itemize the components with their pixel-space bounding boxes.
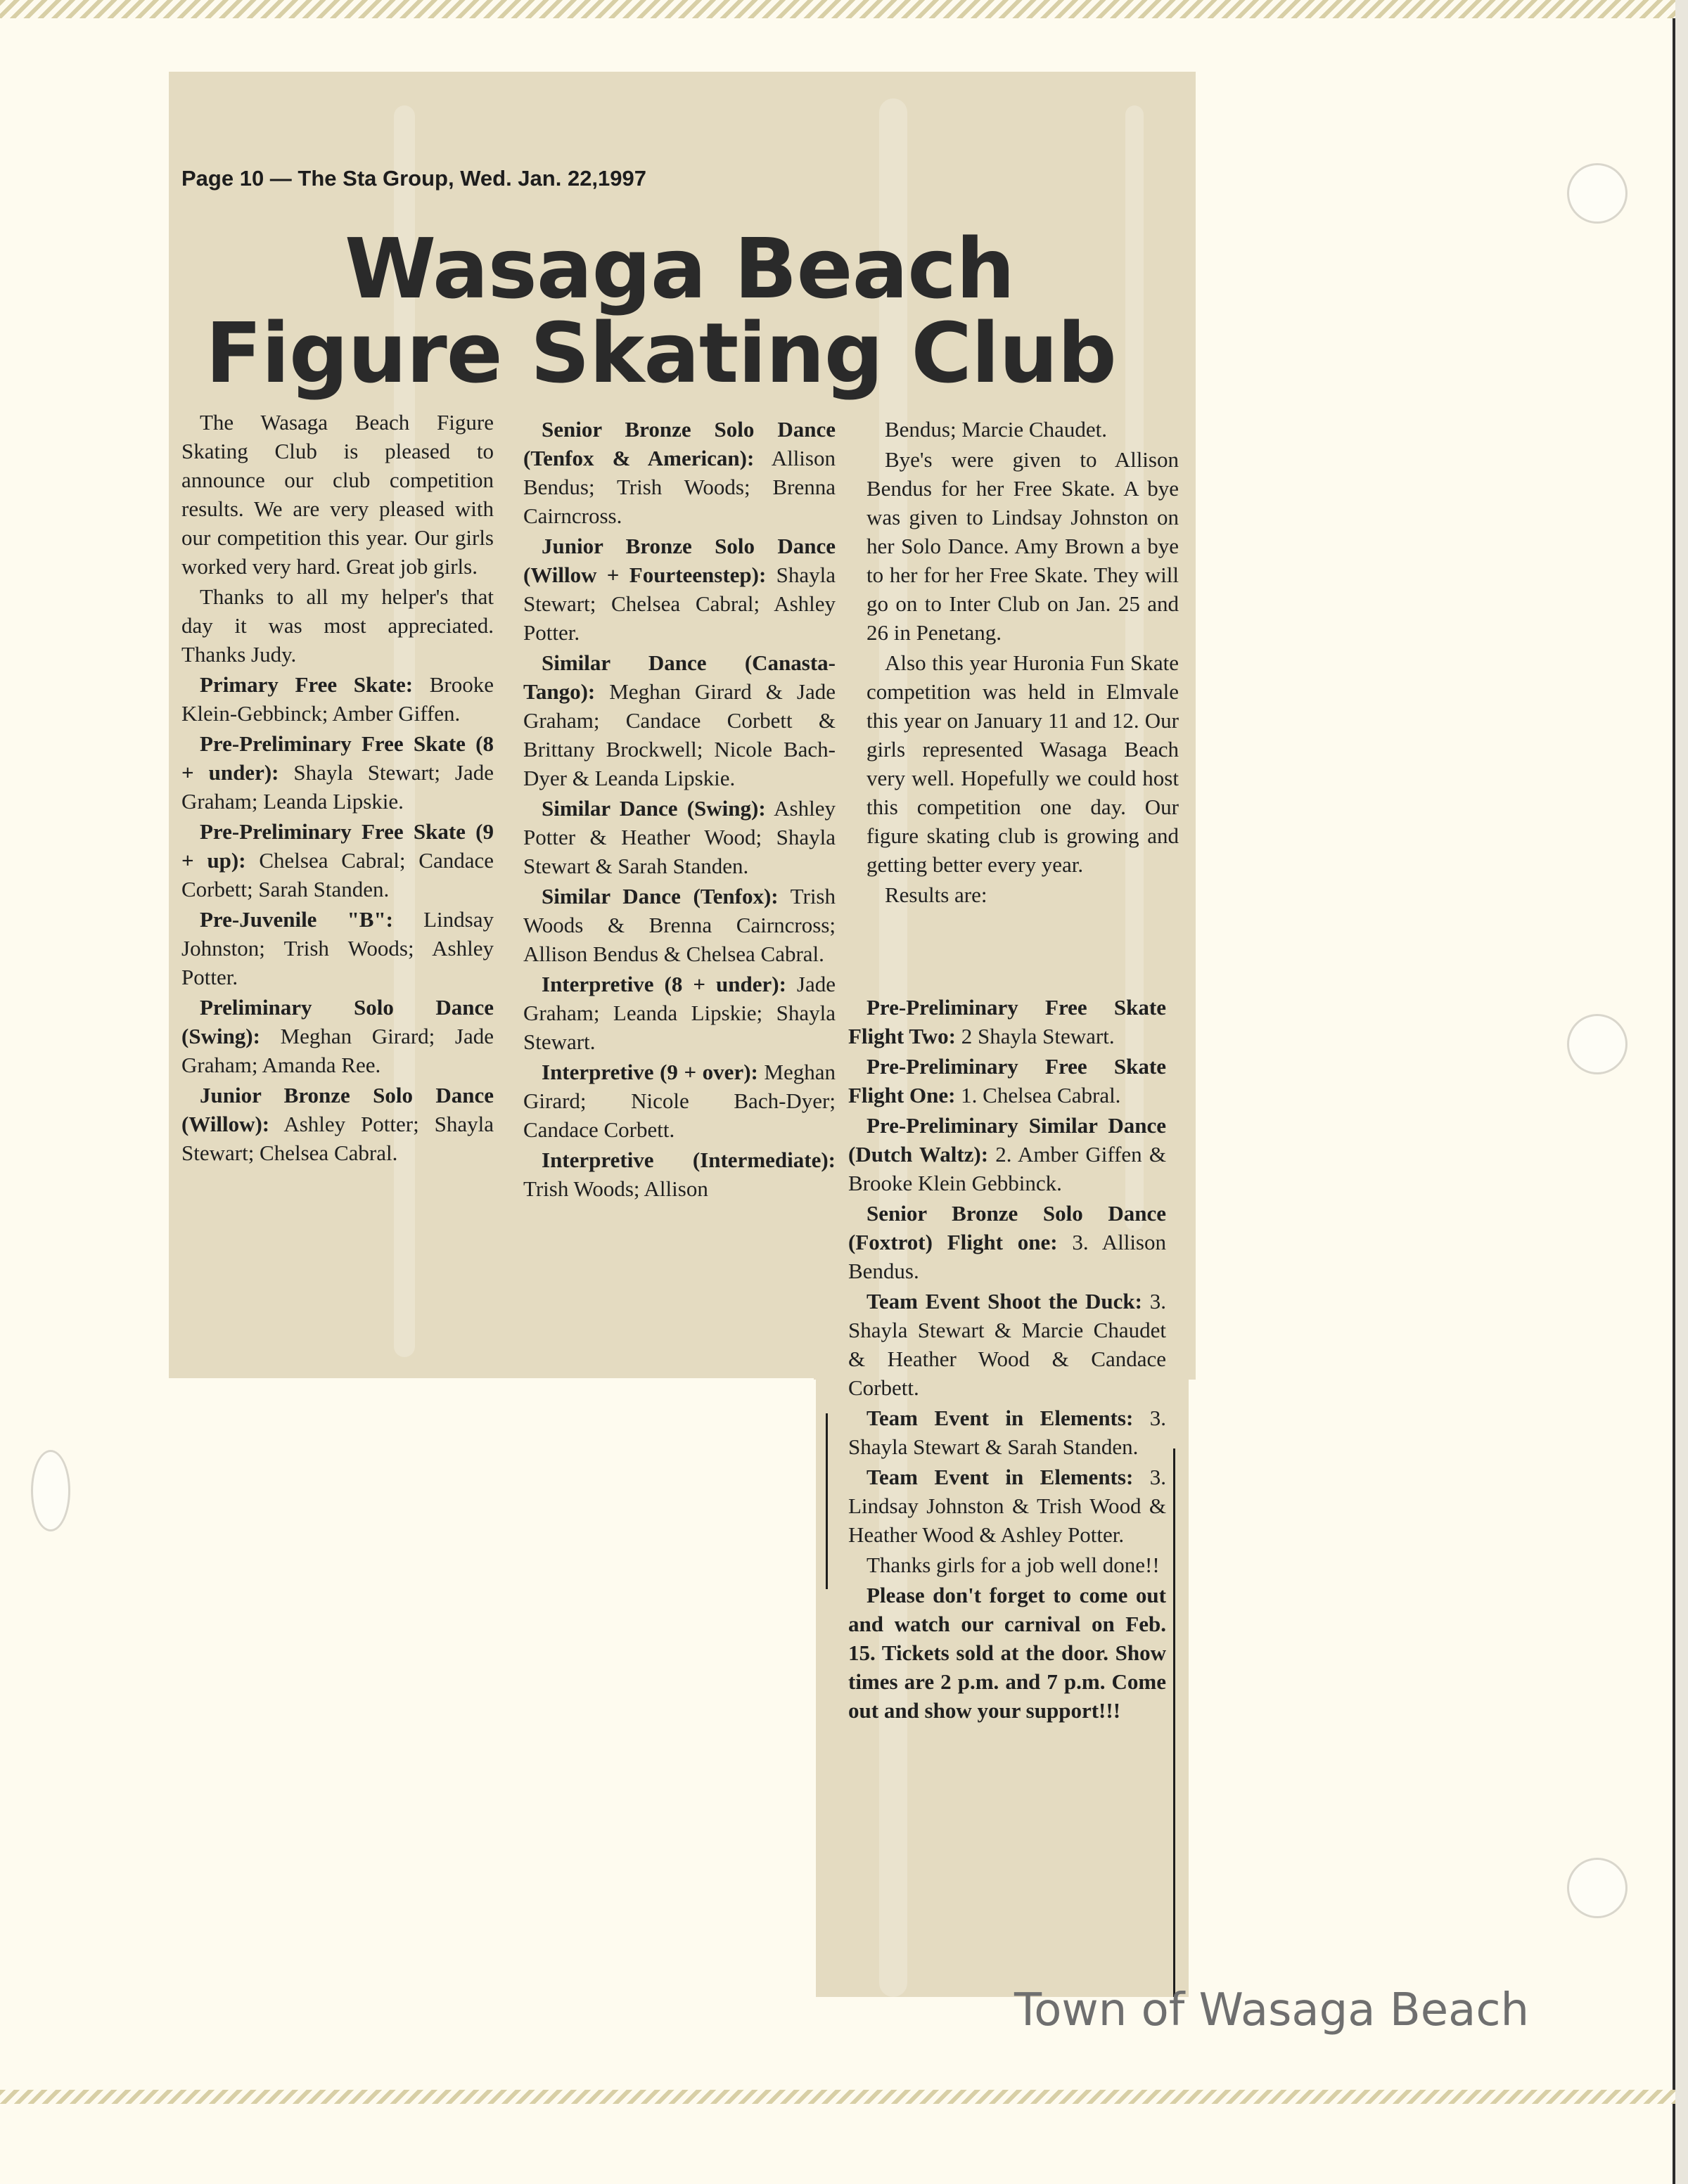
article-paragraph (523, 415, 836, 530)
binder-hole-left (31, 1450, 70, 1531)
paragraph-text: Lindsay Johnston; Trish Woods; Ashley Potter. (181, 907, 494, 989)
column-rule (1173, 1448, 1175, 1997)
article-paragraph (848, 1052, 1166, 1110)
paragraph-text: The Wasaga Beach Figure Skating Club is pleased to announce our club competition results. We are very pleased with our competition this year. Our girls worked very hard. Great job girls. (181, 410, 494, 579)
paragraph-text: 1. Chelsea Cabral. (955, 1083, 1121, 1107)
binder-hole-top (1567, 163, 1628, 224)
blank-page-area (165, 1378, 814, 2011)
result-category-heading: Pre-Preliminary Free Skate (8 + under): (181, 731, 494, 785)
article-paragraph (181, 1081, 494, 1167)
paragraph-text: Meghan Girard; Jade Graham; Amanda Ree. (181, 1024, 494, 1077)
article-paragraph (523, 1058, 836, 1144)
article-paragraph (181, 670, 494, 728)
paragraph-text: Shayla Stewart; Jade Graham; Leanda Lipskie. (181, 760, 494, 814)
result-category-heading: Team Event Shoot the Duck: (867, 1289, 1142, 1313)
binder-hole-middle (1567, 1014, 1628, 1074)
paragraph-text: Thanks to all my helper's that day it was most appreciated. Thanks Judy. (181, 584, 494, 667)
article-title (205, 220, 1182, 402)
paragraph-text: 2 Shayla Stewart. (956, 1024, 1115, 1048)
article-paragraph (848, 993, 1166, 1051)
paragraph-text: 2. Amber Giffen & Brooke Klein Gebbinck. (848, 1142, 1166, 1195)
binder-hole-bottom (1567, 1858, 1628, 1918)
paragraph-text: Allison Bendus; Trish Woods; Brenna Cairncross. (523, 446, 836, 528)
paragraph-text: Brooke Klein-Gebbinck; Amber Giffen. (181, 672, 494, 726)
result-category-heading: Pre-Preliminary Similar Dance (Dutch Waltz): (848, 1113, 1166, 1167)
result-category-heading: Senior Bronze Solo Dance (Tenfox & American): (523, 417, 836, 470)
watermark: Town of Wasaga Beach (1014, 1984, 1530, 2036)
article-paragraph (523, 1145, 836, 1203)
result-category-heading: Similar Dance (Canasta-Tango): (523, 650, 836, 704)
paragraph-text: Jade Graham; Leanda Lipskie; Shayla Stewart. (523, 972, 836, 1054)
paragraph-text: 3. Allison Bendus. (848, 1230, 1166, 1283)
paragraph-text: Thanks girls for a job well done!! (867, 1553, 1160, 1577)
article-paragraph (181, 582, 494, 669)
article-paragraph (867, 648, 1179, 879)
top-border-stripe (0, 0, 1675, 18)
article-paragraph (867, 445, 1179, 647)
article-paragraph (181, 408, 494, 581)
result-category-heading: Team Event in Elements: (867, 1406, 1134, 1430)
article-column-1 (181, 408, 494, 1167)
article-paragraph (848, 1463, 1166, 1549)
article-column-2 (523, 415, 836, 1203)
result-category-heading: Junior Bronze Solo Dance (Willow): (181, 1083, 494, 1136)
result-category-heading: Team Event in Elements: (867, 1465, 1134, 1489)
result-category-heading: Pre-Juvenile "B": (200, 907, 393, 932)
result-category-heading: Interpretive (9 + over): (542, 1060, 758, 1084)
result-category-heading: Pre-Preliminary Free Skate Flight One: (848, 1054, 1166, 1107)
article-paragraph (848, 1550, 1166, 1579)
paragraph-text: Meghan Girard & Jade Graham; Candace Corbett & Brittany Brockwell; Nicole Bach-Dyer & Leanda Lipskie. (523, 679, 836, 790)
result-category-heading: Pre-Preliminary Free Skate (9 + up): (181, 819, 494, 873)
article-paragraph (181, 817, 494, 904)
article-column-3 (867, 415, 1179, 909)
paragraph-text: 3. Lindsay Johnston & Trish Wood & Heather Wood & Ashley Potter. (848, 1465, 1167, 1547)
article-paragraph (848, 1403, 1166, 1461)
paragraph-text: Shayla Stewart; Chelsea Cabral; Ashley Potter. (523, 563, 836, 645)
paragraph-text: Also this year Huronia Fun Skate competition was held in Elmvale this year on January 11 and 12. Our girls represented Wasaga Beach very well. Hopefully we could host this competition one day. Our figure skating club is growing and getting better every year. (867, 650, 1179, 877)
article-paragraph (848, 1199, 1166, 1285)
article-paragraph (867, 415, 1179, 444)
paragraph-text: Meghan Girard; Nicole Bach-Dyer; Candace Corbett. (523, 1060, 836, 1142)
result-category-heading: Similar Dance (Tenfox): (542, 884, 779, 908)
newspaper-header: Page 10 — The Sta Group, Wed. Jan. 22,1997 (181, 166, 647, 191)
paragraph-text: Results are: (885, 882, 987, 907)
article-paragraph (848, 1287, 1166, 1402)
result-category-heading: Senior Bronze Solo Dance (Foxtrot) Flight one: (848, 1201, 1166, 1254)
title-line-2: Figure Skating Club (205, 304, 1116, 402)
article-column-3-continued (848, 993, 1166, 1725)
article-paragraph (523, 970, 836, 1056)
title-line-1: Wasaga Beach (345, 220, 1015, 317)
column-rule (826, 1413, 828, 1589)
result-category-heading: Similar Dance (Swing): (542, 796, 766, 821)
page-edge (1673, 0, 1688, 2184)
paragraph-text: 3. Shayla Stewart & Sarah Standen. (848, 1406, 1167, 1459)
paragraph-text: Chelsea Cabral; Candace Corbett; Sarah Standen. (181, 848, 494, 901)
article-paragraph (867, 880, 1179, 909)
result-category-heading: Interpretive (Intermediate): (542, 1148, 836, 1172)
article-paragraph (181, 993, 494, 1079)
article-paragraph (848, 1111, 1166, 1197)
paragraph-text: Bendus; Marcie Chaudet. (885, 417, 1107, 442)
article-paragraph (181, 905, 494, 991)
paragraph-text: Ashley Potter & Heather Wood; Shayla Stewart & Sarah Standen. (523, 796, 836, 878)
result-category-heading: Primary Free Skate: (200, 672, 414, 697)
paragraph-text: Bye's were given to Allison Bendus for her Free Skate. A bye was given to Lindsay Johnston on her Solo Dance. Amy Brown a bye to her for her Free Skate. They will go on to Inter Club on Jan. 25 and 26 in Penetang. (867, 447, 1179, 645)
result-category-heading: Please don't forget to come out and watch our carnival on Feb. 15. Tickets sold at the door. Show times are 2 p.m. and 7 p.m. Come out and show your support!!! (848, 1583, 1166, 1723)
article-paragraph (848, 1581, 1166, 1725)
result-category-heading: Interpretive (8 + under): (542, 972, 786, 996)
paragraph-text: Ashley Potter; Shayla Stewart; Chelsea Cabral. (181, 1112, 494, 1165)
result-category-heading: Pre-Preliminary Free Skate Flight Two: (848, 995, 1166, 1048)
article-paragraph (523, 882, 836, 968)
result-category-heading: Preliminary Solo Dance (Swing): (181, 995, 494, 1048)
paragraph-text: Trish Woods; Allison (523, 1176, 708, 1201)
paragraph-text: Trish Woods & Brenna Cairncross; Allison Bendus & Chelsea Cabral. (523, 884, 836, 966)
article-paragraph (523, 648, 836, 792)
article-paragraph (523, 794, 836, 880)
bottom-border-stripe (0, 2090, 1675, 2104)
result-category-heading: Junior Bronze Solo Dance (Willow + Fourteenstep): (523, 534, 836, 587)
article-paragraph (523, 532, 836, 647)
article-paragraph (181, 729, 494, 816)
paragraph-text: 3. Shayla Stewart & Marcie Chaudet & Heather Wood & Candace Corbett. (848, 1289, 1167, 1400)
